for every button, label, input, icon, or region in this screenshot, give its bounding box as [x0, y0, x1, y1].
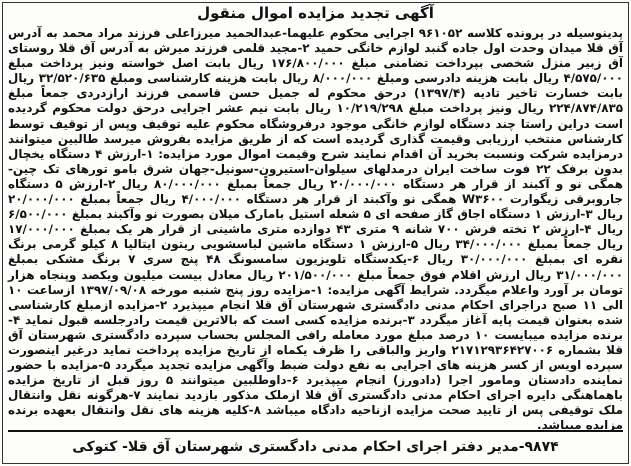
- notice-title: آگهی تجدید مزایده اموال منقول: [197, 4, 434, 22]
- footer-divider: [8, 430, 623, 432]
- notice-body: پدینوسیله در پرونده کلاسه ۹۶۱۰۵۲ اجرایی محکوم علیهما-عبدالحمید میرزاعلی فرزند مراد محمد به آدرس آق قلا میدان وحدت اول جاده گنبد لوازم خانگی حمید ۲-مجید قلمی فرزند میرش به آدرس آق قلا روستای آق زبیر منزل شخصی بپرداخت تضامنی مبلغ ۱۷۶/۸۰۰/۰۰۰ ریال بابت اصل خواسته ونیز پرداخت مبلغ ۴/۵۷۵/۰۰۰ ریال بابت هزینه دادرسی ومبلغ ۸/۰۰۰/۰۰۰ ریال بابت هزینه کارشناسی ومبلغ ۳۲/۵۲۰/۶۳۵ ریال بابت خسارت تاخیر تادیه (۱۳۹۷/۴) درحق محکوم له جمیل حسن قاسمی فرزند ارازدردی جمعاً مبلغ ۲۲۴/۸۷۴/۸۳۵ ریال ونیز پرداخت مبلغ ۱۰/۲۱۹/۲۹۸ ریال بابت نیم عشر اجرایی درحق دولت محکوم گردیده است دراین راستا چند دستگاه لوازم خانگی موجود درفروشگاه محکوم علیه توقیف وپس از توقیف توسط کارشناس منتخب ارزیابی وقیمت گذاری گردیده است که از طریق مزایده بفروش میرسد طالبین میتوانند درمزایده شرکت ونسبت بخرید آن اقدام نمایند شرح وقیمت اموال مورد مزایده: ۱-ارزش ۴ دستگاه یخچال بدون برفک ۲۲ فوت ساخت ایران درمدلهای سیلوان-استیرون-سونیل-جهان شرق بامو تورهای تک چین-همگی نو و آکبند از قرار هر دستگاه ۲۰/۰۰۰/۰۰۰ ریال جمعاً بمبلغ ۸۰/۰۰۰/۰۰۰ ریال ۲-ارزش ۵ دستگاه جاروبرقی زیگوارت W۳۶۰۰ همگی نو وآکبند از قرار هر دستگاه ۴/۰۰۰/۰۰۰ ریال جمعاً بمبلغ ۲۰/۰۰۰/۰۰۰ ریال ۳-ارزش ۱ دستگاه اجاق گاز صفحه ای ۵ شعله استیل بامارک میلان بصورت نو وآکبند بمبلغ ۶/۵۰۰/۰۰۰ ریال ۴-ارزش ۲ تخته فرش ۷۰۰ شانه ۹ متری ۴۳ دوازده متری ماشینی از قرار هر یک بمبلغ ۱۷/۰۰۰/۰۰۰ ریال جمعاً بمبلغ ۳۴/۰۰۰/۰۰۰ ریال ۵-ارزش ۱ دستگاه ماشین لباسشویی ریتون ایتالیا ۸ کیلو گرمی برنگ نقره ای بمبلغ ۳۰/۰۰۰/۰۰۰ ریال ۶-یکدستگاه تلویزیون سامسونگ ۴۸ پنج سری ۷ برنگ مشکی بمبلغ ۳۱/۰۰۰/۰۰۰ ریال ارزش اقلام فوق جمعاً مبلغ ۲۰۱/۵۰۰/۰۰۰ ریال معادل بیست میلیون ویکصد وپنجاه هزار تومان بر آورد واعلام میگردد. شرایط آگهی مزایده: ۱-مزایده روز پنج شنبه مورخه ۱۳۹۷/۰۹/۰۸ ازساعت ۱۰ الی ۱۱ صبح دراجرای احکام مدنی دادگستری شهرستان آق قلا انجام میپذیرد ۲-مزایده ازمبلغ کارشناسی شده بعنوان قیمت پایه آغاز میگردد ۳-برنده مزایده کسی است که بالاترین قیمت رادرجلسه قبول نماید ۴-برنده مزایده میبایست ۱۰ درصد مبلغ مورد معامله رافی المجلس بحساب سپرده دادگستری شهرستان آق قلا بشماره ۲۱۷۱۲۹۳۶۴۲۷۰۰۶ واریز والباقی را ظرف یکماه از تاریخ مزایده پرداخت نماید درغیر اینصورت سپرده اویس از کسر هزینه های اجرایی به نفع دولت ضبط وآگهی مزایده تجدید میگردد ۵-مزایده با حضور نماینده دادستان ومامور اجرا (دادورز) انجام میپذیرد ۶-داوطلبین میتوانند ۵ روز قبل از تاریخ مزایده باهماهنگی دایره اجرای احکام مدنی دادگستری آق قلا ازملک مذکور بازدید نمایند ۷-هرگونه نقل وانتقال ملک توقیفی پس از تایید صحت مزایده ازناحیه دادگاه میباشد ۸-کلیه هزینه های نقل وانتقال بعهده برنده مزایده میباشد.: [8, 26, 624, 433]
- notice-footer: ۹۸۷۴-مدیر دفتر اجرای احکام مدنی دادگستری شهرستان آق قلا- کتوکی: [72, 439, 559, 455]
